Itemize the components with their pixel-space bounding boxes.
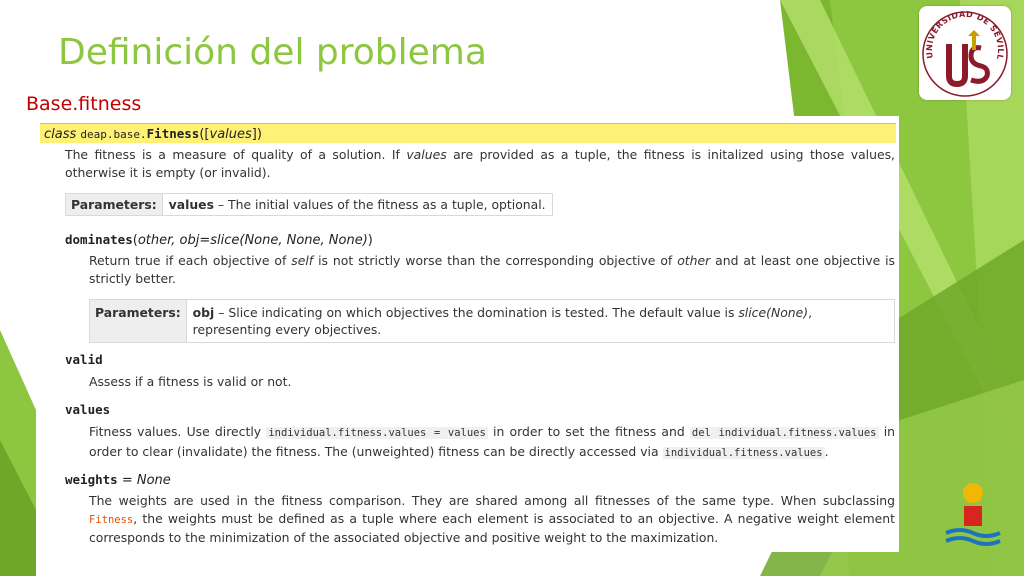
attribute-default: = None	[117, 473, 171, 488]
valid-attribute	[65, 352, 103, 368]
dominates-signature	[65, 232, 373, 248]
class-name: Fitness	[146, 126, 200, 141]
documentation-panel	[36, 116, 899, 552]
desc-text: Return true if each objective of	[89, 253, 292, 268]
desc-text: , the weights must be defined as a tuple where each element is associated to an objective. A negative weight element corresponds to the minimization of the associated objective and positive weight to the maximization.	[89, 510, 895, 545]
logo-ring-text: UNIVERSIDAD DE SEVILL	[924, 9, 1006, 61]
slide-title: Definición del problema	[58, 32, 487, 73]
sig-close: )	[367, 233, 373, 248]
desc-text: .	[824, 443, 829, 459]
university-seal-icon	[919, 6, 1011, 100]
desc-emphasis: self	[291, 253, 314, 268]
method-name: dominates	[65, 232, 133, 247]
inline-code: individual.fitness.values	[664, 446, 823, 459]
param-name: values	[168, 197, 214, 212]
dominates-parameters-table	[89, 299, 895, 343]
desc-text: The weights are used in the fitness comparison. They are shared among all fitnesses of the same type. When subclassing	[89, 493, 895, 508]
inline-code: del individual.fitness.values	[691, 427, 877, 439]
valid-description: Assess if a fitness is valid or not.	[89, 374, 292, 389]
desc-text: is not strictly worse than the corresponding objective of	[313, 253, 678, 268]
attribute-name: weights	[65, 472, 118, 487]
intro-emphasis: values	[406, 147, 447, 162]
sig-close: ])	[251, 127, 262, 142]
class-signature	[40, 123, 896, 143]
param-emphasis: slice(None)	[738, 305, 809, 320]
weights-description	[89, 492, 895, 547]
attribute-name: valid	[65, 352, 103, 367]
class-parameters-table	[65, 193, 553, 216]
sig-open: ([	[199, 127, 210, 142]
intro-text-1: The fitness is a measure of quality of a solution. If	[65, 147, 407, 162]
university-emblem-icon	[940, 481, 1006, 547]
values-description	[89, 423, 895, 462]
desc-text: and at least one objective is strictly better.	[89, 253, 896, 286]
desc-emphasis: other	[677, 253, 711, 268]
parameters-body	[187, 300, 894, 342]
intro-text-2: are provided as a tuple, the fitness is initalized using those values, otherwise it is empty (or invalid).	[65, 147, 895, 180]
desc-text: in order to set the fitness and	[487, 424, 690, 439]
sig-open: (	[132, 233, 138, 248]
param-name: obj	[192, 305, 215, 320]
desc-text: in order to clear (invalidate) the fitness. The (unweighted) fitness can be directly accessed via	[89, 424, 896, 459]
parameters-header: Parameters:	[66, 194, 163, 215]
param-desc: , representing every objectives.	[192, 305, 813, 337]
method-args: other, obj=slice(None, None, None)	[137, 233, 368, 248]
class-keyword: class	[44, 127, 77, 142]
university-logo	[919, 6, 1011, 100]
class-param: values	[209, 127, 252, 142]
parameters-header: Parameters:	[90, 300, 187, 342]
param-desc: – Slice indicating on which objectives the domination is tested. The default value is	[214, 305, 739, 320]
dominates-description	[89, 252, 895, 287]
values-attribute	[65, 402, 110, 418]
class-description	[65, 146, 895, 181]
class-reference-link[interactable]: Fitness	[89, 513, 134, 526]
inline-code: individual.fitness.values = values	[268, 427, 486, 439]
class-module: deap.base.	[80, 128, 147, 141]
slide-subtitle: Base.fitness	[26, 93, 142, 115]
desc-text: Fitness values. Use directly	[89, 424, 267, 439]
weights-attribute	[65, 472, 171, 488]
parameters-body	[163, 194, 552, 215]
param-desc: – The initial values of the fitness as a tuple, optional.	[213, 197, 546, 212]
attribute-name: values	[65, 402, 111, 417]
